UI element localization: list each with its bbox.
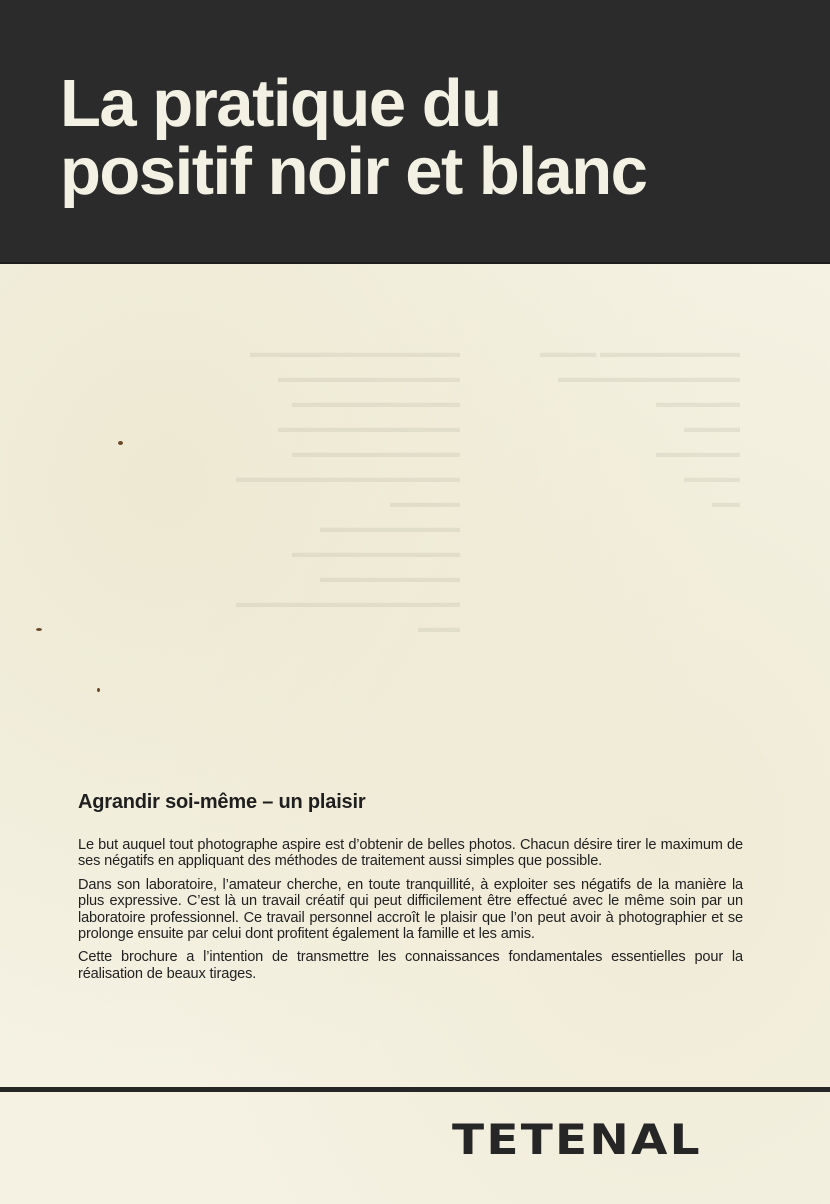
title-band	[0, 0, 830, 264]
paper-speck	[118, 441, 123, 445]
paper-speck	[97, 688, 100, 692]
show-through-texture: ▬▬▬▬▬▬▬▬▬▬▬▬▬▬▬ ▬▬▬▬▬▬▬▬▬▬▬▬▬ ▬▬▬▬▬▬▬▬▬▬▬▬ ▬▬▬▬▬▬▬▬▬▬▬▬▬ ▬▬▬▬▬▬▬▬▬▬▬▬ ▬▬▬▬▬▬▬▬▬▬▬▬▬▬▬▬ ▬▬▬▬▬ ▬▬▬▬▬▬▬▬▬▬ ▬▬▬▬▬▬▬▬▬▬▬▬ ▬▬▬▬▬▬▬▬▬▬ ▬▬▬▬▬▬▬▬▬▬▬▬▬▬▬▬ ▬▬▬	[236, 344, 460, 635]
show-through-texture: ▬▬▬▬▬▬▬▬▬▬ ▬▬▬▬ ▬▬▬▬▬▬▬▬▬▬▬▬▬ ▬▬▬▬▬▬ ▬▬▬▬ ▬▬▬▬▬▬ ▬▬▬▬ ▬▬	[540, 344, 740, 510]
title-line-2: positif noir et blanc	[60, 134, 647, 209]
title-line-1: La pratique du	[60, 66, 501, 141]
section-heading: Agrandir soi-même – un plaisir	[78, 791, 366, 813]
footer-divider	[0, 1087, 830, 1092]
paragraph: Le but auquel tout photographe aspire est d’obtenir de belles photos. Chacun désire tirer le maximum de ses négatifs en appliquant des méthodes de traitement aussi simples que possible.	[78, 837, 743, 870]
intro-text	[78, 837, 743, 989]
paragraph: Dans son laboratoire, l’amateur cherche, en toute tranquillité, à exploiter ses négatifs de la manière la plus expressive. C’est là un travail créatif qui peut difficilement être effectué avec le même soin par un laboratoire professionnel. Ce travail personnel accroît le plaisir que l’on peut avoir à photographier et se prolonge ensuite par celui dont profitent également la famille et les amis.	[78, 876, 743, 943]
brochure-title	[60, 66, 647, 209]
brand-logo: TETENAL	[452, 1115, 702, 1164]
paragraph: Cette brochure a l’intention de transmettre les connaissances fondamentales essentielles pour la réalisation de beaux tirages.	[78, 949, 743, 982]
paper-speck	[36, 628, 42, 631]
